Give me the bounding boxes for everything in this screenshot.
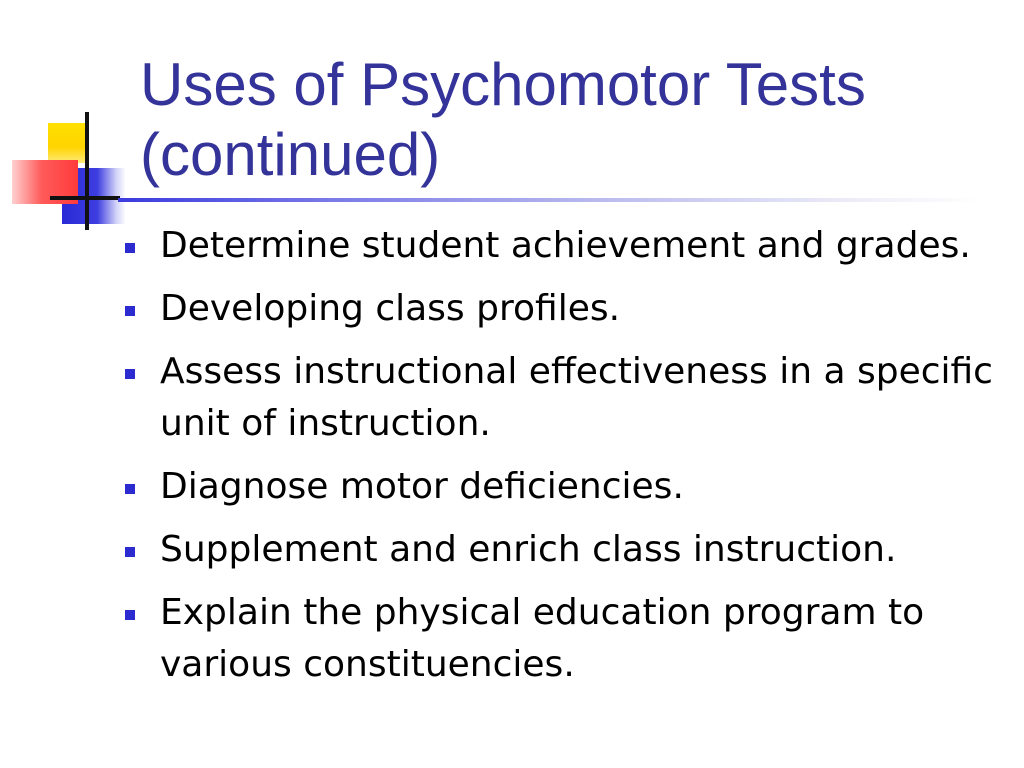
vertical-line-decoration: [85, 112, 89, 230]
bullet-item: [120, 587, 1000, 691]
corner-emblem: [0, 0, 140, 240]
bullet-item: [120, 524, 1000, 576]
title-underline: [118, 198, 978, 202]
square-bullet-icon: [125, 610, 135, 620]
bullet-text: Diagnose motor deficiencies.: [160, 466, 684, 507]
yellow-square-decoration: [48, 123, 86, 163]
horizontal-line-decoration: [50, 196, 120, 200]
bullet-text: Developing class profiles.: [160, 288, 621, 329]
square-bullet-icon: [125, 547, 135, 557]
slide-title: Uses of Psychomotor Tests (continued): [140, 51, 866, 188]
bullet-text: Explain the physical education program to various constituencies.: [160, 592, 925, 685]
bullet-text: Supplement and enrich class instruction.: [160, 529, 897, 570]
square-bullet-icon: [125, 484, 135, 494]
bullet-item: [120, 461, 1000, 513]
square-bullet-icon: [125, 306, 135, 316]
square-bullet-icon: [125, 369, 135, 379]
bullet-item: [120, 283, 1000, 335]
bullet-text: Assess instructional effectiveness in a specific unit of instruction.: [160, 351, 993, 444]
bullet-text: Determine student achievement and grades.: [160, 225, 971, 266]
bullet-list: [120, 220, 1000, 702]
square-bullet-icon: [125, 243, 135, 253]
bullet-item: [120, 220, 1000, 272]
bullet-item: [120, 346, 1000, 450]
